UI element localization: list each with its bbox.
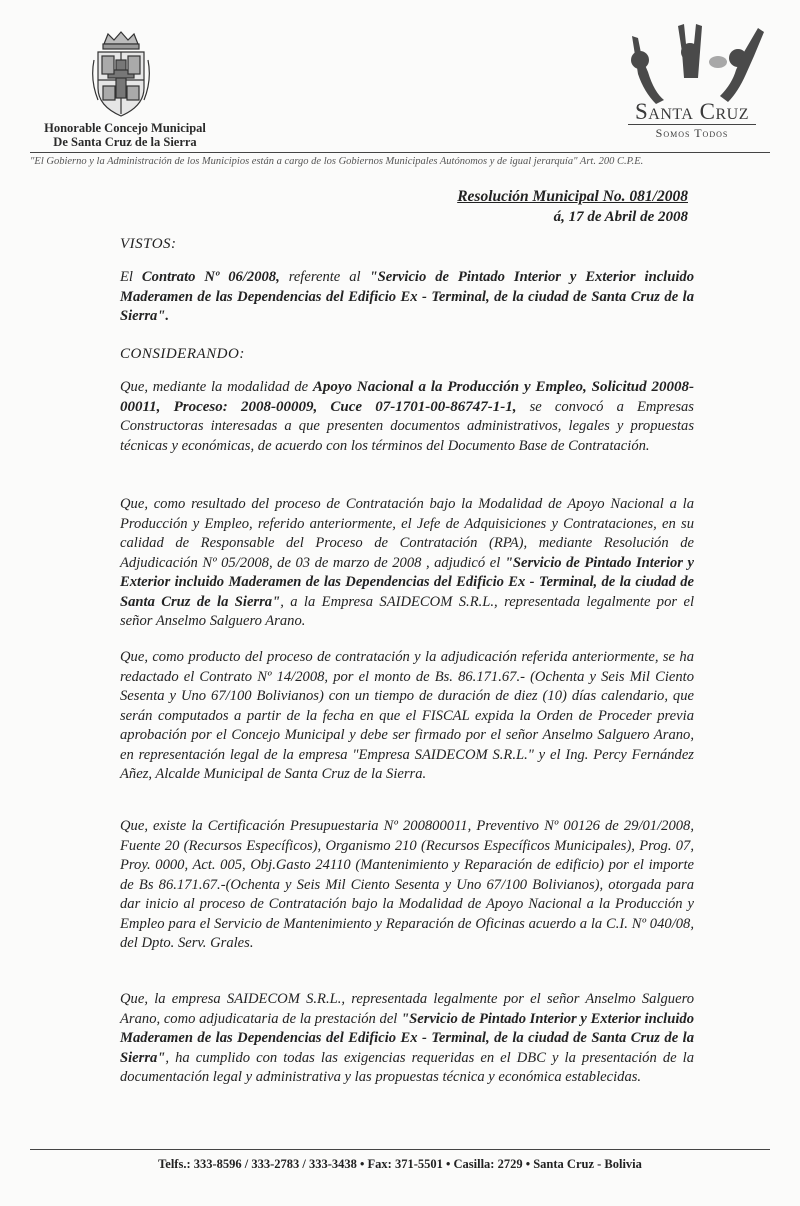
considerando-paragraph-3: Que, como producto del proceso de contratación y la adjudicación referida anteriormente, se ha redactado el Contrato Nº 14/2008, por el monto de Bs. 86.171.67.- (Ochenta y Seis Mil Ciento Sesenta y Uno 67/100 Bolivianos) con un tiempo de duración de diez (10) días calendario, que serán computados a partir de la fecha en que el FISCAL expida la Orden de Proceder previa aprobación por el Concejo Municipal y debe ser firmado por el señor Anselmo Salguero Arano, en representación legal de la empresa "Empresa SAIDECOM S.R.L." y el Ing. Percy Fernández Añez, Alcalde Municipal de Santa Cruz de la Sierra. <box>120 649 694 782</box>
coat-of-arms-icon <box>90 30 152 120</box>
resolution-title: Resolución Municipal No. 081/2008 <box>457 188 688 205</box>
vistos-service-name: "Servicio de Pintado Interior y Exterior incluido Maderamen de las Dependencias del Edificio Ex - Terminal, de la ciudad de Santa Cruz de la Sierra". <box>120 269 694 324</box>
santa-cruz-brand <box>612 100 772 140</box>
brand-name: Santa Cruz <box>634 99 750 124</box>
p2-service-name: "Servicio de Pintado Interior y Exterior incluido Maderamen de las Dependencias del Edificio Ex - Terminal, de la ciudad de Santa Cruz de la Sierra" <box>120 554 695 610</box>
p1-text-2: se convocó a Empresas Constructoras interesadas a que presenten documentos administrativos, legales y propuestas técnicas y económicas, de acuerdo con los términos del Documento Base de Contratación. <box>120 398 694 454</box>
p2-text-1: Que, como resultado del proceso de Contratación bajo la Modalidad de Apoyo Nacional a la Producción y Empleo, referido anteriormente, el Jefe de Adquisiciones y Contrataciones, en su calidad de Responsable del Proceso de Contratación (RPA), mediante Resolución de Adjudicación Nº 05/2008, de 03 de marzo de 2008 , adjudicó el <box>120 496 694 571</box>
vistos-text-2: referente al <box>279 269 370 285</box>
header-divider <box>30 152 770 153</box>
p5-text-2: , ha cumplido con todas las exigencias requeridas en el DBC y la presentación de la documentación legal y administrativa y las propuestas técnica y económica establecidas. <box>120 1049 694 1085</box>
footer-divider <box>30 1149 770 1150</box>
p2-text-2: , a la Empresa SAIDECOM S.R.L., representada legalmente por el señor Anselmo Salguero Arano. <box>120 593 695 629</box>
footer-contact: Telfs.: 333-8596 / 333-2783 / 333-3438 • Fax: 371-5501 • Casilla: 2729 • Santa Cruz - Bolivia <box>158 1157 642 1171</box>
vistos-text-1: El <box>120 269 142 285</box>
council-name <box>30 121 220 149</box>
considerando-paragraph-2 <box>120 495 694 632</box>
council-line-2: De Santa Cruz de la Sierra <box>53 135 197 149</box>
brand-tagline: Somos Todos <box>628 124 756 140</box>
resolution-date: á, 17 de Abril de 2008 <box>553 209 688 225</box>
p1-text-1: Que, mediante la modalidad de <box>120 379 313 395</box>
considerando-heading: CONSIDERANDO: <box>120 346 245 362</box>
considerando-paragraph-1 <box>120 378 694 456</box>
santa-cruz-logo-icon <box>626 22 768 108</box>
p5-text-1: Que, la empresa SAIDECOM S.R.L., representada legalmente por el señor Anselmo Salguero Arano, como adjudicataria de la prestación del <box>120 991 694 1027</box>
vistos-contract-ref: Contrato Nº 06/2008, <box>141 269 280 285</box>
p5-service-name: "Servicio de Pintado Interior y Exterior incluido Maderamen de las Dependencias del Edificio Ex - Terminal, de la ciudad de Santa Cruz de la Sierra" <box>120 1010 695 1066</box>
council-line-1: Honorable Concejo Municipal <box>44 121 206 135</box>
considerando-paragraph-5 <box>120 990 694 1088</box>
considerando-paragraph-4: Que, existe la Certificación Presupuestaria Nº 200800011, Preventivo Nº 00126 de 29/01/2008, Fuente 20 (Recursos Específicos), Organismo 210 (Recursos Específicos Municipales), Prog. 07, Proy. 0000, Act. 005, Obj.Gasto 24110 (Mantenimiento y Reparación de edificio) por el importe de Bs 86.171.67.-(Ochenta y Seis Mil Ciento Sesenta y Uno 67/100 Bolivianos), otorgada para dar inicio al proceso de Contratación bajo la Modalidad de Apoyo Nacional a la Producción y Empleo para el Servicio de Mantenimiento y Reparación de Oficinas acuerdo a la C.I. Nº 040/08, del Dpto. Serv. Grales. <box>120 818 694 951</box>
vistos-heading: VISTOS: <box>120 236 177 252</box>
vistos-paragraph <box>120 268 694 327</box>
constitution-quote: "El Gobierno y la Administración de los Municipios están a cargo de los Gobiernos Municipales Autónomos y de igual jerarquía" Art. 200 C.P.E. <box>30 156 644 167</box>
p1-procurement-ref: Apoyo Nacional a la Producción y Empleo, Solicitud 20008-00011, Proceso: 2008-00009, Cuce 07-1701-00-86747-1-1, <box>120 379 694 415</box>
